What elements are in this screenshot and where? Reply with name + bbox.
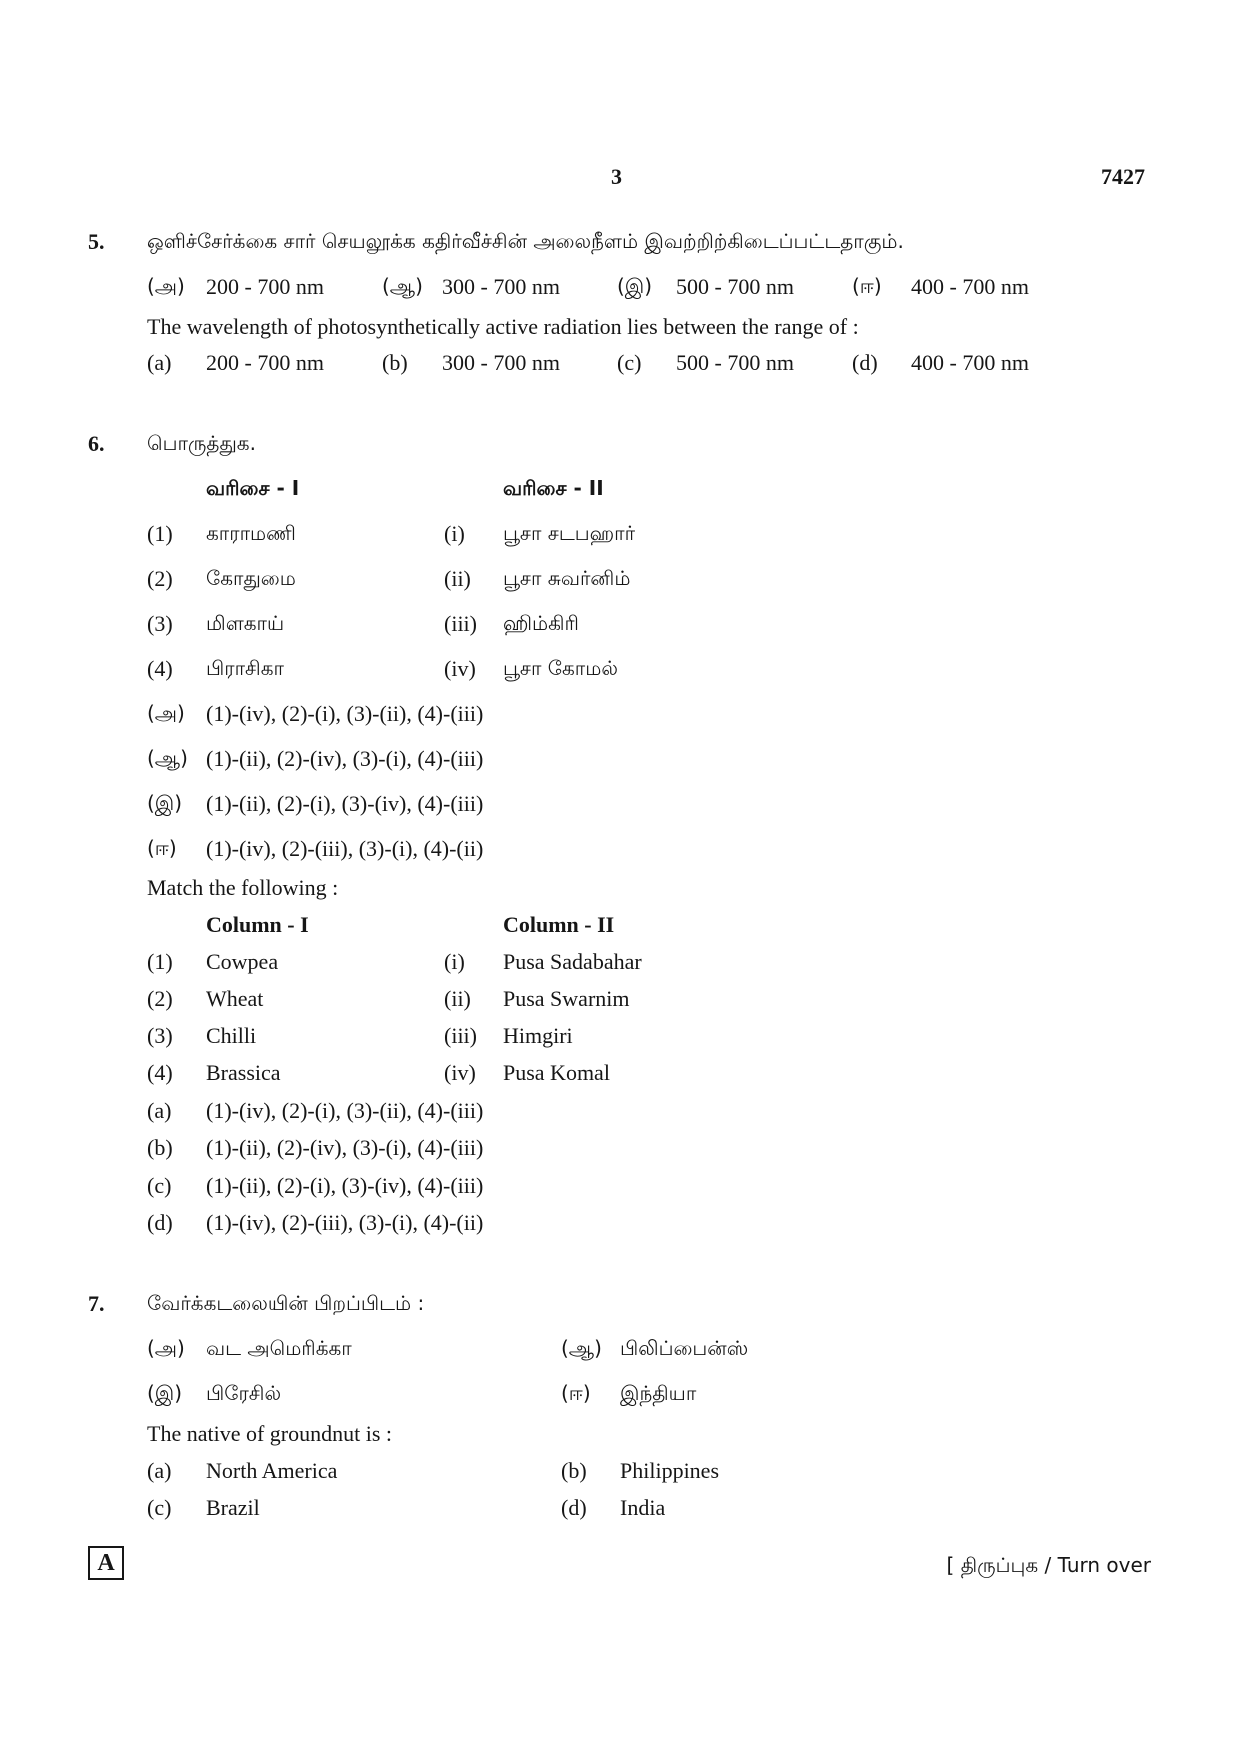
q6-english-row-4-left: Brassica [206, 1060, 281, 1085]
q5-tamil-option-c-label: (இ) [617, 274, 653, 298]
page-number: 3 [611, 164, 622, 189]
q6-english-row-3-number: (3) [147, 1023, 173, 1048]
q5-tamil-option-a-text: 200 - 700 nm [206, 274, 324, 299]
q7-english-option-c-label: (c) [147, 1495, 172, 1520]
q7-tamil-option-c-text: பிரேசில் [206, 1381, 282, 1405]
q7-english-option-d-label: (d) [561, 1495, 587, 1520]
q7-tamil-option-c-label: (இ) [147, 1381, 183, 1405]
q6-english-row-2-left: Wheat [206, 986, 264, 1011]
q7-tamil-option-b-text: பிலிப்பைன்ஸ் [620, 1336, 749, 1360]
q6-english-row-3-right: Himgiri [503, 1023, 573, 1048]
question-6-number: 6. [88, 431, 105, 456]
q7-tamil-option-d-text: இந்தியா [620, 1381, 697, 1405]
q6-tamil-row-1-number: (1) [147, 521, 173, 546]
q6-tamil-row-3-roman: (iii) [444, 611, 477, 636]
question-7-number: 7. [88, 1291, 105, 1316]
question-5-number: 5. [88, 229, 105, 254]
q6-tamil-row-2-roman: (ii) [444, 566, 471, 591]
q6-english-row-3-roman: (iii) [444, 1023, 477, 1048]
q6-english-row-1-number: (1) [147, 949, 173, 974]
q6-english-option-b-label: (b) [147, 1135, 173, 1160]
question-7-english-text: The native of groundnut is : [147, 1421, 393, 1446]
q6-english-row-1-roman: (i) [444, 949, 465, 974]
q6-english-option-b-text: (1)-(ii), (2)-(iv), (3)-(i), (4)-(iii) [206, 1135, 484, 1160]
q7-english-option-a-text: North America [206, 1458, 338, 1483]
q7-english-option-b-text: Philippines [620, 1458, 720, 1483]
q6-english-row-1-left: Cowpea [206, 949, 279, 974]
q6-english-option-c-text: (1)-(ii), (2)-(i), (3)-(iv), (4)-(iii) [206, 1173, 484, 1198]
q5-tamil-option-a-label: (அ) [147, 274, 185, 298]
q5-tamil-option-d-label: (ஈ) [852, 274, 882, 298]
q6-tamil-row-1-right: பூசா சடபஹார் [503, 521, 636, 545]
q6-english-row-4-number: (4) [147, 1060, 173, 1085]
q5-english-option-c-text: 500 - 700 nm [676, 350, 794, 375]
q7-english-option-b-label: (b) [561, 1458, 587, 1483]
q6-english-column-1-header: Column - I [206, 912, 309, 937]
q6-tamil-row-3-right: ஹிம்கிரி [503, 611, 579, 635]
q6-tamil-option-c-text: (1)-(ii), (2)-(i), (3)-(iv), (4)-(iii) [206, 791, 484, 816]
q6-tamil-option-b-text: (1)-(ii), (2)-(iv), (3)-(i), (4)-(iii) [206, 746, 484, 771]
q6-english-row-4-right: Pusa Komal [503, 1060, 610, 1085]
q5-tamil-option-b-text: 300 - 700 nm [442, 274, 560, 299]
q6-english-row-3-left: Chilli [206, 1023, 257, 1048]
question-5-english-text: The wavelength of photosynthetically active radiation lies between the range of : [147, 314, 859, 339]
q6-tamil-column-2-header: வரிசை - II [503, 476, 604, 500]
q6-tamil-option-d-label: (ஈ) [147, 836, 177, 860]
turn-over-note [947, 1555, 1151, 1577]
q6-tamil-row-3-number: (3) [147, 611, 173, 636]
q7-tamil-option-b-label: (ஆ) [561, 1336, 602, 1360]
q7-english-option-a-label: (a) [147, 1458, 172, 1483]
question-6-tamil-text: பொருத்துக. [147, 431, 256, 455]
q5-english-option-d-label: (d) [852, 350, 878, 375]
q6-tamil-row-2-right: பூசா சுவர்னிம் [503, 566, 631, 590]
q6-english-option-d-text: (1)-(iv), (2)-(iii), (3)-(i), (4)-(ii) [206, 1210, 484, 1235]
q5-english-option-c-label: (c) [617, 350, 642, 375]
q6-tamil-row-4-right: பூசா கோமல் [503, 656, 618, 680]
q6-tamil-row-1-roman: (i) [444, 521, 465, 546]
q6-tamil-option-c-label: (இ) [147, 791, 183, 815]
q5-tamil-option-c-text: 500 - 700 nm [676, 274, 794, 299]
question-5-tamil-text: ஒளிச்சேர்க்கை சார் செயலூக்க கதிர்வீச்சின் அலைநீளம் இவற்றிற்கிடைப்பட்டதாகும். [147, 229, 904, 253]
q6-tamil-option-a-text: (1)-(iv), (2)-(i), (3)-(ii), (4)-(iii) [206, 701, 484, 726]
q7-tamil-option-a-label: (அ) [147, 1336, 185, 1360]
question-6-english-text: Match the following : [147, 875, 339, 900]
series-box: A [88, 1546, 124, 1580]
q6-tamil-option-b-label: (ஆ) [147, 746, 188, 770]
q6-english-row-1-right: Pusa Sadabahar [503, 949, 642, 974]
q5-english-option-a-label: (a) [147, 350, 172, 375]
q5-tamil-option-d-text: 400 - 700 nm [911, 274, 1029, 299]
q5-english-option-a-text: 200 - 700 nm [206, 350, 324, 375]
q6-tamil-row-3-left: மிளகாய் [206, 611, 285, 635]
q6-tamil-row-2-number: (2) [147, 566, 173, 591]
q6-tamil-row-4-left: பிராசிகா [206, 656, 284, 680]
q6-tamil-row-4-number: (4) [147, 656, 173, 681]
q6-tamil-row-4-roman: (iv) [444, 656, 476, 681]
q6-english-row-2-number: (2) [147, 986, 173, 1011]
q6-english-row-4-roman: (iv) [444, 1060, 476, 1085]
question-7-tamil-text: வேர்க்கடலையின் பிறப்பிடம் : [147, 1291, 425, 1315]
paper-code: 7427 [1101, 164, 1145, 189]
turn-over-text: [ திருப்புக / Turn over [946, 1553, 1151, 1577]
q6-english-option-a-text: (1)-(iv), (2)-(i), (3)-(ii), (4)-(iii) [206, 1098, 484, 1123]
q6-english-option-c-label: (c) [147, 1173, 172, 1198]
q5-tamil-option-b-label: (ஆ) [382, 274, 423, 298]
q5-english-option-b-text: 300 - 700 nm [442, 350, 560, 375]
q6-tamil-row-1-left: காராமணி [206, 521, 296, 545]
q6-english-option-a-label: (a) [147, 1098, 172, 1123]
q6-tamil-row-2-left: கோதுமை [206, 566, 296, 590]
q7-tamil-option-a-text: வட அமெரிக்கா [206, 1336, 352, 1360]
q6-tamil-option-a-label: (அ) [147, 701, 185, 725]
q5-english-option-d-text: 400 - 700 nm [911, 350, 1029, 375]
q5-english-option-b-label: (b) [382, 350, 408, 375]
q7-tamil-option-d-label: (ஈ) [561, 1381, 591, 1405]
q7-english-option-d-text: India [620, 1495, 666, 1520]
q6-tamil-column-1-header: வரிசை - I [206, 476, 300, 500]
q6-english-column-2-header: Column - II [503, 912, 615, 937]
q7-english-option-c-text: Brazil [206, 1495, 260, 1520]
q6-english-row-2-roman: (ii) [444, 986, 471, 1011]
q6-tamil-option-d-text: (1)-(iv), (2)-(iii), (3)-(i), (4)-(ii) [206, 836, 484, 861]
q6-english-option-d-label: (d) [147, 1210, 173, 1235]
q6-english-row-2-right: Pusa Swarnim [503, 986, 630, 1011]
